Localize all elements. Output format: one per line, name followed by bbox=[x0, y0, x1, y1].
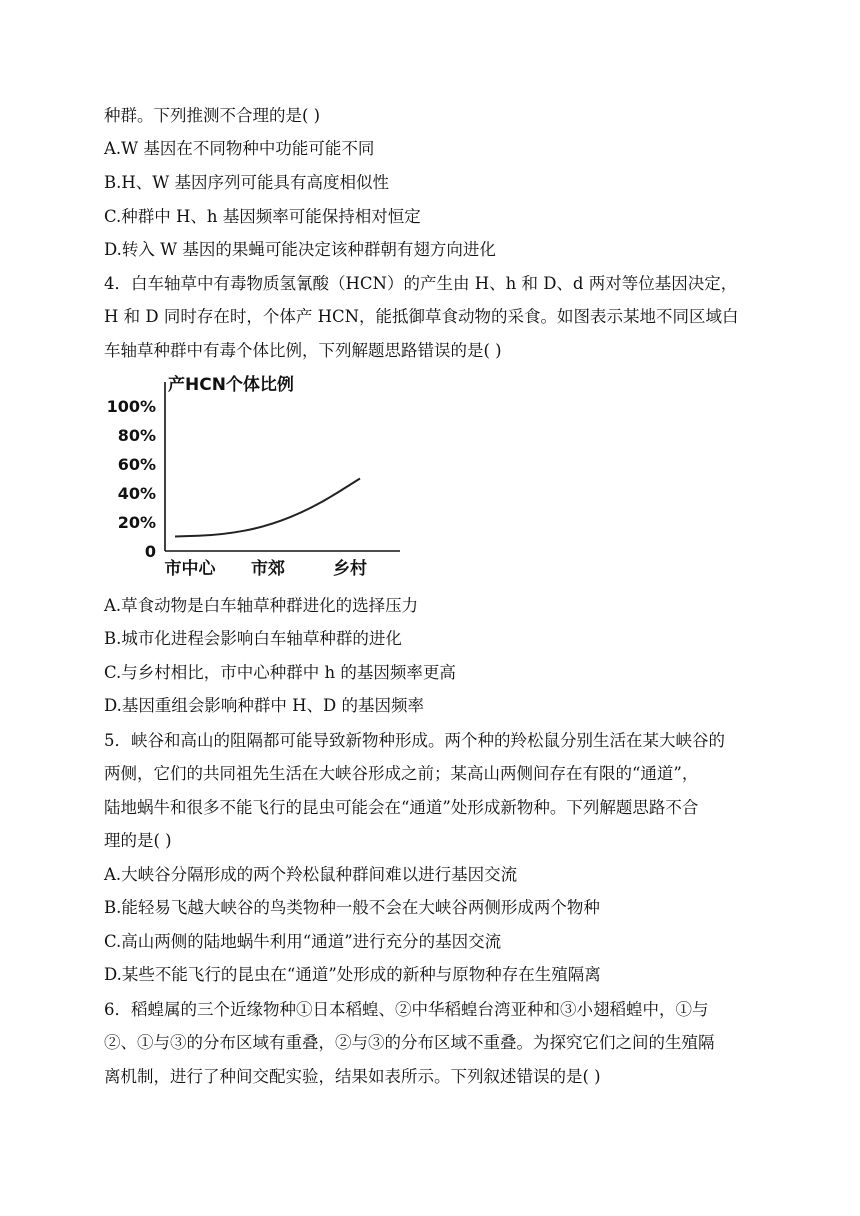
y-tick-label: 60% bbox=[117, 455, 156, 474]
y-tick-label: 80% bbox=[117, 426, 156, 445]
option-c: C.种群中 H、h 基因频率可能保持相对恒定 bbox=[104, 207, 421, 226]
option-b: B.能轻易飞越大峡谷的鸟类物种一般不会在大峡谷两侧形成两个物种 bbox=[104, 898, 600, 917]
question-5-stem: 5．峡谷和高山的阻隔都可能导致新物种形成。两个种的羚松鼠分别生活在某大峡谷的 bbox=[104, 731, 725, 750]
question-4-stem-cont: H 和 D 同时存在时，个体产 HCN，能抵御草食动物的采食。如图表示某地不同区域白 bbox=[104, 307, 739, 326]
question-4-stem: 4．白车轴草中有毒物质氢氰酸（HCN）的产生由 H、h 和 D、d 两对等位基因决定， bbox=[104, 274, 738, 293]
y-tick-label: 0 bbox=[144, 542, 156, 561]
y-tick-label: 100% bbox=[106, 397, 156, 416]
option-d: D.转入 W 基因的果蝇可能决定该种群朝有翅方向进化 bbox=[104, 240, 496, 259]
question-5-stem-cont: 理的是( ) bbox=[104, 831, 172, 850]
y-tick-label: 40% bbox=[117, 484, 156, 503]
option-a: A.草食动物是白车轴草种群进化的选择压力 bbox=[104, 596, 419, 615]
question-6-stem-cont: 离机制，进行了种间交配实验，结果如表所示。下列叙述错误的是( ) bbox=[104, 1067, 601, 1086]
y-axis-label: 产HCN个体比例 bbox=[168, 375, 294, 395]
hcn-chart-svg bbox=[100, 366, 410, 580]
x-category-label: 乡村 bbox=[333, 559, 367, 579]
x-category-label: 市中心 bbox=[164, 559, 216, 579]
question-4-stem-cont: 车轴草种群中有毒个体比例，下列解题思路错误的是( ) bbox=[104, 341, 502, 360]
text-line: 种群。下列推测不合理的是( ) bbox=[104, 106, 321, 125]
x-category-label: 市郊 bbox=[251, 559, 285, 579]
option-a: A.W 基因在不同物种中功能可能不同 bbox=[104, 139, 375, 158]
option-c: C.与乡村相比，市中心种群中 h 的基因频率更高 bbox=[104, 663, 456, 682]
question-6-stem-cont: ②、①与③的分布区域有重叠，②与③的分布区域不重叠。为探究它们之间的生殖隔 bbox=[104, 1033, 715, 1052]
question-6-stem: 6．稻蝗属的三个近缘物种①日本稻蝗、②中华稻蝗台湾亚种和③小翅稻蝗中，①与 bbox=[104, 1000, 709, 1019]
question-5-stem-cont: 两侧，它们的共同祖先生活在大峡谷形成之前；某高山两侧间存在有限的“通道”， bbox=[104, 764, 699, 783]
option-d: D.基因重组会影响种群中 H、D 的基因频率 bbox=[104, 696, 424, 715]
option-d: D.某些不能飞行的昆虫在“通道”处形成的新种与原物种存在生殖隔离 bbox=[104, 965, 601, 984]
option-c: C.高山两侧的陆地蜗牛利用“通道”进行充分的基因交流 bbox=[104, 932, 502, 951]
series-line bbox=[175, 479, 360, 537]
hcn-chart bbox=[100, 366, 410, 580]
option-b: B.城市化进程会影响白车轴草种群的进化 bbox=[104, 629, 402, 648]
question-5-stem-cont: 陆地蜗牛和很多不能飞行的昆虫可能会在“通道”处形成新物种。下列解题思路不合 bbox=[104, 798, 699, 817]
option-a: A.大峡谷分隔形成的两个羚松鼠种群间难以进行基因交流 bbox=[104, 865, 518, 884]
y-tick-label: 20% bbox=[117, 513, 156, 532]
option-b: B.H、W 基因序列可能具有高度相似性 bbox=[104, 173, 389, 192]
